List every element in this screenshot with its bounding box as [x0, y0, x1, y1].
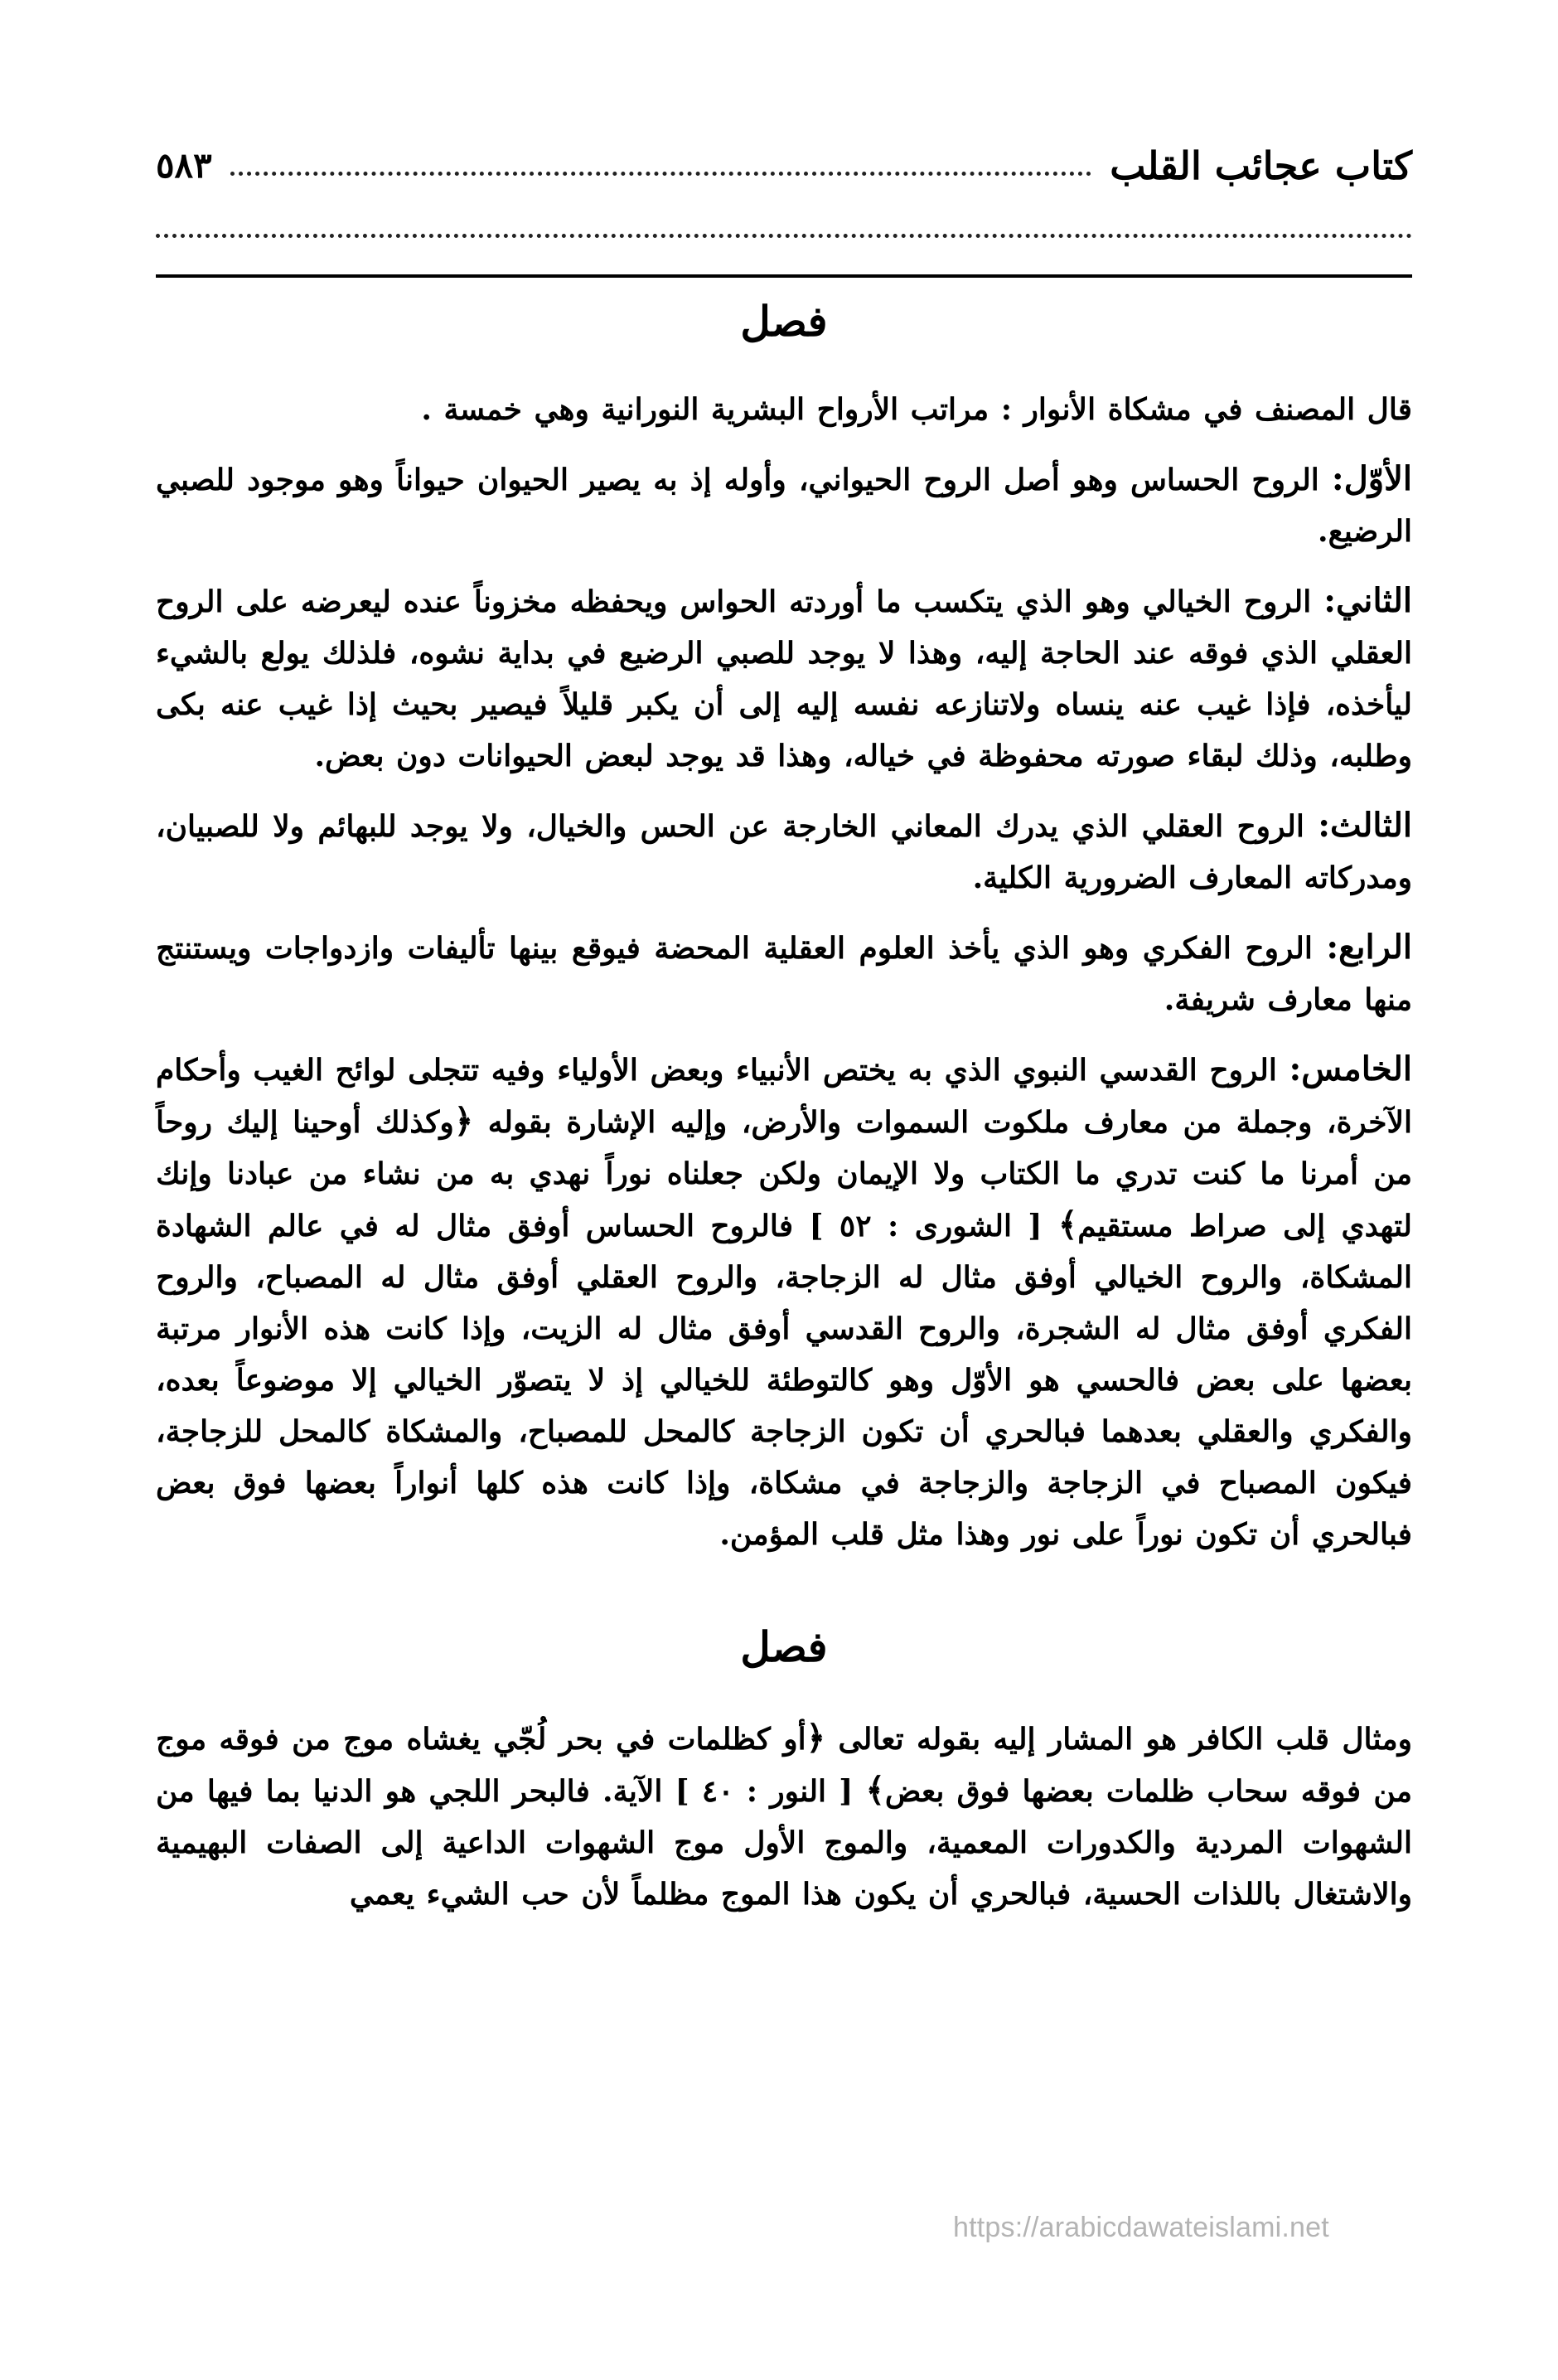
- rank-label: الخامس:: [1289, 1049, 1412, 1088]
- page-number: ٥٨٣: [156, 145, 212, 186]
- paragraph-text-continued: الآية. فالبحر اللجي هو الدنيا بما فيها من الشهوات المردية والكدورات المعمية، والموج الأول موج الشهوات الداعية إلى الصفات البهيمية والاشتغال باللذات الحسية، فبالحري أن يكون هذا الموج مظلماً لأن حب الشيء يعمي: [156, 1774, 1412, 1912]
- running-head: [156, 124, 1412, 191]
- rank-label: الثالث:: [1318, 806, 1412, 845]
- rank-text: الروح الخيالي وهو الذي يتكسب ما أوردته الحواس ويحفظه مخزوناً عنده ليعرضه على الروح العقلي الذي فوقه عند الحاجة إليه، وهذا لا يوجد للصبي الرضيع في بداية نشوه، فلذلك يولع بالشيء ليأخذه، فإذا غيب عنه ينساه ولاتنازعه نفسه إليه إلى أن يكبر قليلاً فيصير بحيث إذا غيب عنه بكى وطلبه، وذلك لبقاء صورته محفوظة في خياله، وهذا قد يوجد لبعض الحيوانات دون بعض.: [156, 584, 1412, 773]
- section-heading: فصل: [740, 297, 828, 346]
- rank-text-continued: فالروح الحساس أوفق مثال له في عالم الشهادة المشكاة، والروح الخيالي أوفق مثال له الزجاجة، والروح العقلي أوفق مثال له المصباح، والروح الفكري أوفق مثال له الشجرة، والروح القدسي أوفق مثال له الزيت، وإذا كانت هذه الأنوار مرتبة بعضها على بعض فالحسي هو الأوّل وهو كالتوطئة للخيالي إذ لا يتصوّر الخيالي إلا موضوعاً بعده، والفكري والعقلي بعدهما فبالحري أن تكون الزجاجة كالمحل للمصباح، والمشكاة كالمحل للزجاجة، فيكون المصباح في الزجاجة والزجاجة في مشكاة، وإذا كانت هذه كلها أنواراً بعضها فوق بعض فبالحري أن تكون نوراً على نور وهذا مثل قلب المؤمن.: [156, 1209, 1413, 1552]
- quran-open-bracket: ﴿: [453, 1102, 474, 1141]
- quran-verse: أو كظلمات في بحر لُجّي يغشاه موج من فوقه موج من فوقه سحاب ظلمات بعضها فوق بعض: [156, 1722, 1413, 1809]
- rank-paragraph-third: [156, 800, 1412, 904]
- rank-paragraph-second: [156, 575, 1412, 782]
- verse-reference: [ الشورى : ٥٢ ]: [793, 1209, 1058, 1243]
- book-page: [156, 124, 1412, 1938]
- intro-paragraph: قال المصنف في مشكاة الأنوار : مراتب الأرواح البشرية النورانية وهي خمسة .: [421, 392, 1412, 427]
- header-rule: [156, 274, 1412, 278]
- rank-paragraph-fifth: [156, 1044, 1412, 1560]
- dotted-divider: [156, 234, 1412, 238]
- quran-open-bracket: ﴿: [806, 1718, 826, 1757]
- watermark-url: https://arabicdawateislami.net: [953, 2212, 1329, 2243]
- kafir-heart-paragraph: [156, 1713, 1412, 1920]
- quran-close-bracket: ﴾: [865, 1771, 885, 1810]
- section-heading: فصل: [740, 1622, 828, 1671]
- rank-text: الروح الفكري وهو الذي يأخذ العلوم العقلية المحضة فيوقع بينها تأليفات وازدواجات ويستنتج منها معارف شريفة.: [156, 931, 1412, 1017]
- rank-paragraph-first: [156, 453, 1412, 557]
- rank-text: الروح الحساس وهو أصل الروح الحيواني، وأوله إذ به يصير الحيوان حيواناً وهو موجود للصبي الرضيع.: [156, 463, 1412, 549]
- rank-text: الروح العقلي الذي يدرك المعاني الخارجة عن الحس والخيال، ولا يوجد للبهائم ولا للصبيان، ومدركاته المعارف الضرورية الكلية.: [156, 809, 1412, 895]
- quran-close-bracket: ﴾: [1057, 1205, 1078, 1244]
- paragraph-text: ومثال قلب الكافر هو المشار إليه بقوله تعالى: [825, 1722, 1412, 1757]
- quran-verse: وكذلك أوحينا إليك روحاً من أمرنا ما كنت تدري ما الكتاب ولا الإيمان ولكن جعلناه نوراً نهدي به من نشاء من عبادنا وإنك لتهدي إلى صراط مستقيم: [156, 1105, 1412, 1243]
- rank-text: الروح القدسي النبوي الذي به يختص الأنبياء وبعض الأولياء وفيه تتجلى لوائح الغيب وأحكام الآخرة، وجملة من معارف ملكوت السموات والأرض، وإليه الإشارة بقوله: [156, 1053, 1412, 1140]
- rank-label: الرابع:: [1326, 928, 1412, 967]
- running-head-title: كتاب عجائب القلب: [1110, 143, 1412, 188]
- rank-label: الثاني:: [1323, 581, 1412, 620]
- rank-paragraph-fourth: [156, 922, 1412, 1025]
- rank-label: الأوّل:: [1331, 459, 1412, 498]
- dotted-leader: [230, 172, 1092, 176]
- verse-reference: [ النور : ٤٠ ]: [662, 1774, 866, 1809]
